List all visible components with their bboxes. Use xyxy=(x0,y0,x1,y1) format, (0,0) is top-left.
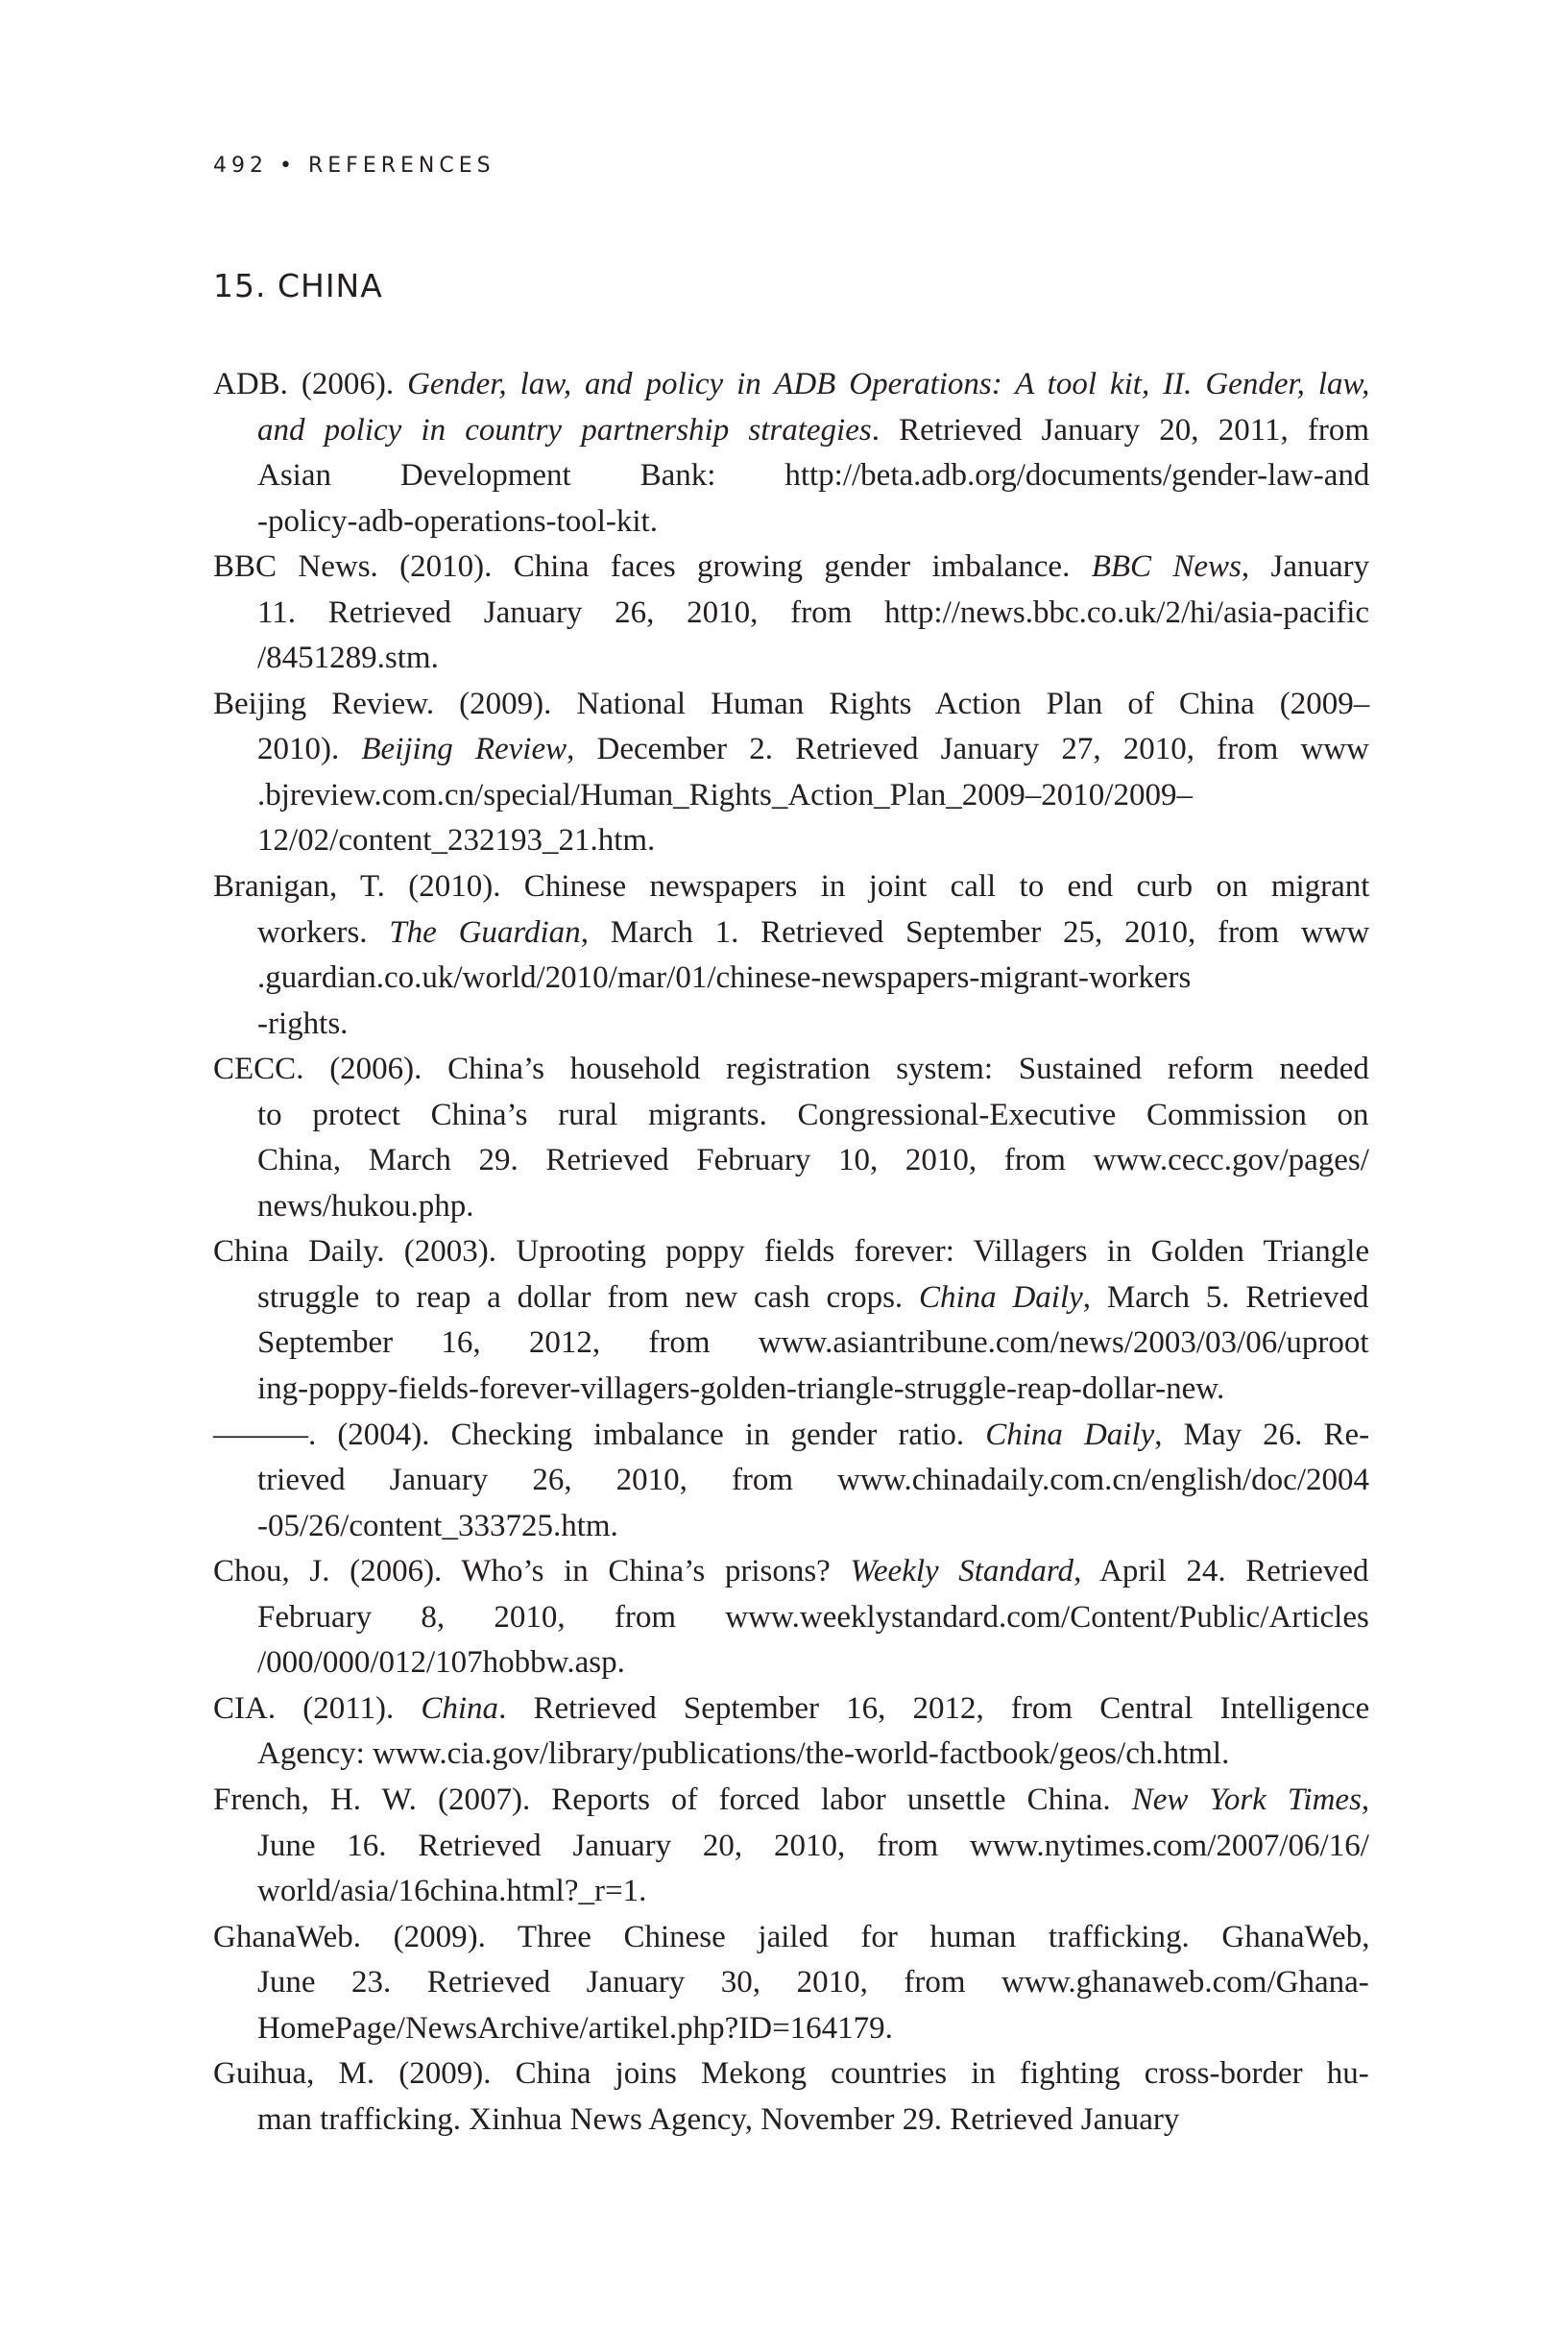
running-title: REFERENCES xyxy=(307,154,495,178)
reference-text: China, March 29. Retrieved February 10, 2010, from www.cecc.gov/pages/ xyxy=(257,1143,1369,1178)
reference-text: , March 1. Retrieved September 25, 2010, from www xyxy=(580,914,1370,950)
bullet-separator: • xyxy=(279,154,297,178)
reference-line xyxy=(213,864,1369,910)
reference-line xyxy=(213,956,1369,1002)
reference-text: Asian Development Bank: http://beta.adb.org/documents/gender-law-and xyxy=(257,458,1370,494)
reference-text: -rights. xyxy=(257,1006,349,1041)
reference-text: 12/02/content_232193_21.htm. xyxy=(257,823,656,859)
italic-title: China Daily xyxy=(918,1279,1083,1315)
reference-text: February 8, 2010, from www.weeklystandard.com/Content/Public/Articles xyxy=(257,1599,1369,1635)
reference-line xyxy=(213,2097,1369,2144)
reference-text: struggle to reap a dollar from new cash crops. xyxy=(257,1279,919,1315)
reference-text: June 16. Retrieved January 20, 2010, from www.nytimes.com/2007/06/16/ xyxy=(257,1828,1369,1863)
reference-line xyxy=(213,1778,1369,1824)
reference-line xyxy=(213,1686,1369,1733)
italic-title: Weekly Standard xyxy=(850,1554,1074,1589)
reference-entry xyxy=(213,545,1369,682)
reference-text: 2010). xyxy=(257,732,362,767)
reference-text: CECC. (2006). China’s household registration system: Sustained reform needed xyxy=(213,1052,1369,1087)
italic-title: The Guardian xyxy=(389,914,581,950)
reference-list xyxy=(213,362,1369,2143)
italic-title: and policy in country partnership strategies xyxy=(257,412,872,448)
reference-entry xyxy=(213,1549,1369,1686)
reference-text: workers. xyxy=(257,914,390,950)
reference-entry xyxy=(213,1778,1369,1915)
reference-line xyxy=(213,1413,1369,1459)
reference-line xyxy=(213,499,1369,546)
italic-title: BBC News xyxy=(1091,549,1242,585)
reference-text: .bjreview.com.cn/special/Human_Rights_Action_Plan_2009–2010/2009– xyxy=(257,777,1193,812)
reference-text: , May 26. Re- xyxy=(1154,1417,1370,1452)
reference-entry xyxy=(213,1413,1369,1550)
reference-line xyxy=(213,362,1369,408)
reference-entry xyxy=(213,1686,1369,1778)
reference-line xyxy=(213,1229,1369,1275)
reference-line xyxy=(213,1869,1369,1915)
reference-line xyxy=(213,1640,1369,1686)
reference-text: ing-poppy-fields-forever-villagers-golden-triangle-struggle-reap-dollar-new. xyxy=(257,1371,1225,1407)
reference-line xyxy=(213,1549,1369,1595)
reference-text: June 23. Retrieved January 30, 2010, from www.ghanaweb.com/Ghana- xyxy=(257,1965,1369,2000)
reference-text: -policy-adb-operations-tool-kit. xyxy=(257,503,658,539)
reference-line xyxy=(213,1138,1369,1184)
reference-text: /8451289.stm. xyxy=(257,641,439,676)
reference-line xyxy=(213,1184,1369,1230)
reference-entry xyxy=(213,2051,1369,2143)
italic-title: China Daily xyxy=(985,1417,1155,1452)
reference-line xyxy=(213,727,1369,773)
reference-line xyxy=(213,773,1369,819)
reference-line xyxy=(213,1002,1369,1048)
reference-entry xyxy=(213,362,1369,545)
reference-line xyxy=(213,1732,1369,1778)
reference-entry xyxy=(213,1047,1369,1229)
italic-title: Gender, law, and policy in ADB Operations: A tool kit, II. Gender, law, xyxy=(407,367,1370,401)
reference-text: Branigan, T. (2010). Chinese newspapers in joint call to end curb on migrant xyxy=(213,869,1370,905)
reference-line xyxy=(213,408,1369,454)
reference-text: Beijing Review. (2009). National Human Rights Action Plan of China (2009– xyxy=(213,686,1370,721)
reference-text: ———. (2004). Checking imbalance in gender ratio. xyxy=(213,1417,986,1452)
reference-text: CIA. (2011). xyxy=(213,1690,422,1726)
reference-line xyxy=(213,1504,1369,1550)
reference-line xyxy=(213,910,1369,957)
reference-line xyxy=(213,453,1369,499)
reference-entry xyxy=(213,1229,1369,1412)
reference-text: .guardian.co.uk/world/2010/mar/01/chinese-newspapers-migrant-workers xyxy=(257,960,1192,996)
reference-text: world/asia/16china.html?_r=1. xyxy=(257,1874,647,1909)
reference-entry xyxy=(213,682,1369,864)
running-head xyxy=(213,154,495,178)
reference-line xyxy=(213,818,1369,864)
reference-text: /000/000/012/107hobbw.asp. xyxy=(257,1645,625,1681)
reference-text: French, H. W. (2007). Reports of forced labor unsettle China. xyxy=(213,1782,1132,1817)
reference-text: news/hukou.php. xyxy=(257,1188,474,1224)
reference-text: Agency: www.cia.gov/library/publications/the-world-factbook/geos/ch.html. xyxy=(257,1736,1230,1772)
reference-line xyxy=(213,1093,1369,1139)
reference-line xyxy=(213,1047,1369,1093)
reference-text: 11. Retrieved January 26, 2010, from http://news.bbc.co.uk/2/hi/asia-pacific xyxy=(257,594,1370,630)
reference-text: -05/26/content_333725.htm. xyxy=(257,1508,618,1543)
reference-entry xyxy=(213,1915,1369,2052)
reference-line xyxy=(213,1824,1369,1870)
reference-line xyxy=(213,1367,1369,1413)
reference-entry xyxy=(213,864,1369,1047)
reference-line xyxy=(213,1321,1369,1367)
reference-text: HomePage/NewsArchive/artikel.php?ID=164179. xyxy=(257,2010,893,2046)
reference-line xyxy=(213,2006,1369,2052)
reference-text: . Retrieved January 20, 2011, from xyxy=(871,412,1370,448)
reference-text: , January xyxy=(1241,549,1370,585)
reference-line xyxy=(213,682,1369,728)
reference-text: , April 24. Retrieved xyxy=(1073,1554,1369,1589)
section-title: 15. CHINA xyxy=(213,267,383,304)
reference-text: , March 5. Retrieved xyxy=(1082,1279,1369,1315)
reference-line xyxy=(213,2051,1369,2097)
reference-text: trieved January 26, 2010, from www.chinadaily.com.cn/english/doc/2004 xyxy=(257,1463,1369,1498)
reference-text: September 16, 2012, from www.asiantribune.com/news/2003/03/06/uproot xyxy=(257,1325,1369,1361)
reference-text: GhanaWeb. (2009). Three Chinese jailed for human trafficking. GhanaWeb, xyxy=(213,1919,1370,1954)
reference-line xyxy=(213,591,1369,637)
reference-text: to protect China’s rural migrants. Congressional-Executive Commission on xyxy=(257,1097,1369,1132)
reference-line xyxy=(213,545,1369,591)
reference-text: ADB. (2006). xyxy=(213,367,408,401)
reference-text: . Retrieved September 16, 2012, from Central Intelligence xyxy=(498,1690,1370,1726)
reference-text: BBC News. (2010). China faces growing gender imbalance. xyxy=(213,549,1092,585)
reference-text: China Daily. (2003). Uprooting poppy fields forever: Villagers in Golden Triangle xyxy=(213,1234,1370,1270)
reference-line xyxy=(213,1275,1369,1321)
italic-title: China xyxy=(421,1690,499,1726)
page-number: 492 xyxy=(213,154,268,178)
reference-line xyxy=(213,1458,1369,1504)
italic-title: New York Times xyxy=(1131,1782,1362,1817)
reference-line xyxy=(213,1595,1369,1641)
reference-text: Chou, J. (2006). Who’s in China’s prisons? xyxy=(213,1554,851,1589)
reference-line xyxy=(213,636,1369,682)
reference-text: Guihua, M. (2009). China joins Mekong countries in fighting cross-border hu- xyxy=(213,2056,1369,2092)
italic-title: Beijing Review xyxy=(361,732,567,767)
reference-text: , December 2. Retrieved January 27, 2010, from www xyxy=(567,732,1369,767)
reference-line xyxy=(213,1960,1369,2006)
reference-text: , xyxy=(1361,1782,1370,1817)
reference-text: man trafficking. Xinhua News Agency, November 29. Retrieved January xyxy=(257,2101,1180,2137)
reference-line xyxy=(213,1915,1369,1961)
